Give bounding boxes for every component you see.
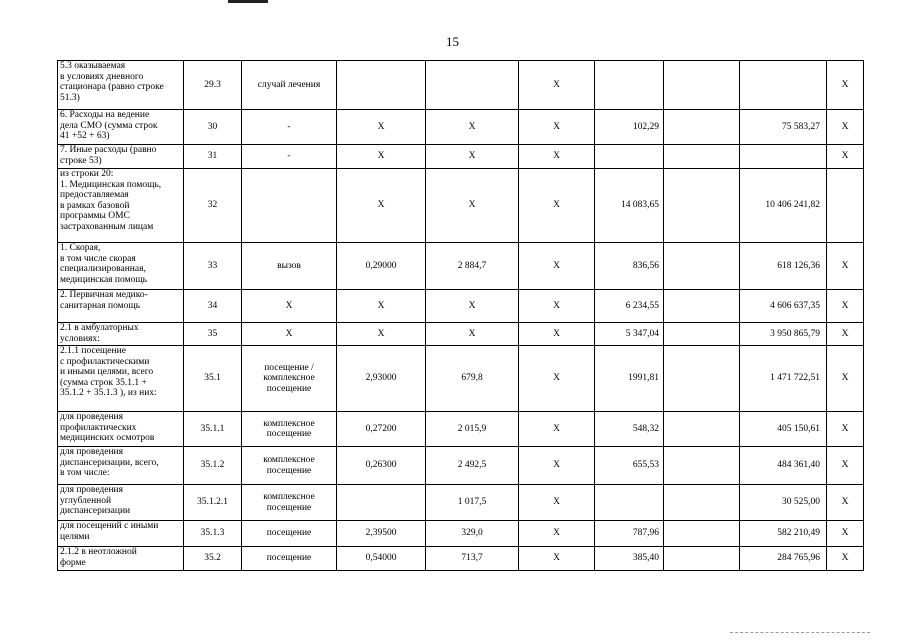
table-row xyxy=(58,323,864,346)
table-cell: 836,56 xyxy=(595,243,664,290)
table-cell: 385,40 xyxy=(595,547,664,571)
table-row xyxy=(58,290,864,323)
table-cell: X xyxy=(827,547,864,571)
table-cell: X xyxy=(827,290,864,323)
table-cell: X xyxy=(827,61,864,110)
table-cell: 35.1 xyxy=(184,346,242,412)
table-cell: 679,8 xyxy=(426,346,519,412)
table-cell: X xyxy=(827,485,864,521)
table-cell: - xyxy=(242,110,337,145)
table-cell: X xyxy=(827,521,864,547)
table-cell: 35.1.2.1 xyxy=(184,485,242,521)
table-cell: 35.1.3 xyxy=(184,521,242,547)
table-cell: X xyxy=(519,485,595,521)
table-cell xyxy=(664,145,740,169)
table-cell: X xyxy=(827,412,864,447)
table-cell: X xyxy=(827,447,864,485)
table-cell: 2 884,7 xyxy=(426,243,519,290)
table-cell: 2,93000 xyxy=(337,346,426,412)
table-cell: X xyxy=(242,323,337,346)
table-cell xyxy=(664,346,740,412)
table-cell xyxy=(595,61,664,110)
table-cell xyxy=(664,110,740,145)
table-cell: 787,96 xyxy=(595,521,664,547)
table-cell xyxy=(664,412,740,447)
table-cell xyxy=(664,61,740,110)
table-cell: 35.2 xyxy=(184,547,242,571)
table-cell: 713,7 xyxy=(426,547,519,571)
table-cell: 2.1 в амбулаторных условиях: xyxy=(58,323,184,346)
table-cell: 35 xyxy=(184,323,242,346)
table-cell: 329,0 xyxy=(426,521,519,547)
table-cell xyxy=(664,169,740,243)
table-row xyxy=(58,169,864,243)
table-cell: X xyxy=(426,323,519,346)
table-cell: 2 015,9 xyxy=(426,412,519,447)
table-cell: 35.1.2 xyxy=(184,447,242,485)
table-cell: X xyxy=(337,169,426,243)
table-cell xyxy=(595,145,664,169)
table-cell: 2,39500 xyxy=(337,521,426,547)
table-cell: 34 xyxy=(184,290,242,323)
table-cell: X xyxy=(519,521,595,547)
table-cell: 0,54000 xyxy=(337,547,426,571)
table-cell: для посещений с иными целями xyxy=(58,521,184,547)
table-cell: 0,29000 xyxy=(337,243,426,290)
table-cell: X xyxy=(519,412,595,447)
table-cell: X xyxy=(519,346,595,412)
table-cell: для проведения диспансеризации, всего, в том числе: xyxy=(58,447,184,485)
table-cell: 30 525,00 xyxy=(740,485,827,521)
table-row xyxy=(58,521,864,547)
table-cell: комплексное посещение xyxy=(242,447,337,485)
table-cell: X xyxy=(519,547,595,571)
table-cell: 582 210,49 xyxy=(740,521,827,547)
table-cell: X xyxy=(519,61,595,110)
table-cell: 33 xyxy=(184,243,242,290)
table-cell xyxy=(664,547,740,571)
table-cell: 405 150,61 xyxy=(740,412,827,447)
table-cell: 5.3 оказываемая в условиях дневного стационара (равно строке 51.3) xyxy=(58,61,184,110)
table-cell: 75 583,27 xyxy=(740,110,827,145)
table-row xyxy=(58,110,864,145)
table-cell: 31 xyxy=(184,145,242,169)
table-row xyxy=(58,243,864,290)
table-cell: 548,32 xyxy=(595,412,664,447)
table-cell: для проведения углубленной диспансеризации xyxy=(58,485,184,521)
data-table xyxy=(57,60,864,571)
table-cell: X xyxy=(519,447,595,485)
table-cell: X xyxy=(426,110,519,145)
table-cell: 10 406 241,82 xyxy=(740,169,827,243)
table-cell: 1 017,5 xyxy=(426,485,519,521)
table-cell: 35.1.1 xyxy=(184,412,242,447)
table-cell: X xyxy=(827,110,864,145)
table-cell: 1 471 722,51 xyxy=(740,346,827,412)
table-cell: 484 361,40 xyxy=(740,447,827,485)
table-row xyxy=(58,547,864,571)
table-cell xyxy=(740,61,827,110)
table-cell xyxy=(827,169,864,243)
table-cell: 6. Расходы на ведение дела СМО (сумма строк 41 +52 + 63) xyxy=(58,110,184,145)
table-row xyxy=(58,145,864,169)
table-cell: X xyxy=(827,243,864,290)
table-cell: посещение xyxy=(242,547,337,571)
table-cell: X xyxy=(242,290,337,323)
table-cell xyxy=(664,447,740,485)
table-cell xyxy=(664,243,740,290)
table-cell: 2.1.1 посещение с профилактическими и иными целями, всего (сумма строк 35.1.1 + 35.1.2 + 35.1.3 ), из них: xyxy=(58,346,184,412)
header-mark xyxy=(228,0,268,3)
table-cell: X xyxy=(827,145,864,169)
table-cell xyxy=(664,521,740,547)
table-cell xyxy=(426,61,519,110)
table-cell: X xyxy=(337,145,426,169)
table-cell: 30 xyxy=(184,110,242,145)
table-cell: X xyxy=(519,110,595,145)
table-cell xyxy=(337,485,426,521)
table-cell: 4 606 637,35 xyxy=(740,290,827,323)
table-cell xyxy=(740,145,827,169)
table-cell: комплексное посещение xyxy=(242,412,337,447)
table-cell: X xyxy=(519,290,595,323)
table-cell: X xyxy=(827,323,864,346)
table-cell: X xyxy=(426,169,519,243)
table-cell: X xyxy=(337,323,426,346)
table-cell: посещение xyxy=(242,521,337,547)
table-cell: 0,27200 xyxy=(337,412,426,447)
table-cell: 1991,81 xyxy=(595,346,664,412)
table-cell: X xyxy=(337,290,426,323)
table-cell: 3 950 865,79 xyxy=(740,323,827,346)
table-cell: 2. Первичная медико- санитарная помощь xyxy=(58,290,184,323)
table-row xyxy=(58,485,864,521)
table-cell: посещение / комплексное посещение xyxy=(242,346,337,412)
table-cell: из строки 20: 1. Медицинская помощь, предоставляемая в рамках базовой программы ОМС застрахованным лицам xyxy=(58,169,184,243)
table-row xyxy=(58,412,864,447)
table-cell: 5 347,04 xyxy=(595,323,664,346)
table-cell: 0,26300 xyxy=(337,447,426,485)
table-cell: 29.3 xyxy=(184,61,242,110)
table-cell: 284 765,96 xyxy=(740,547,827,571)
table-cell: 32 xyxy=(184,169,242,243)
table-cell: X xyxy=(337,110,426,145)
table-cell xyxy=(664,485,740,521)
page-number: 15 xyxy=(446,34,459,49)
table-row xyxy=(58,61,864,110)
table-cell: вызов xyxy=(242,243,337,290)
table-row xyxy=(58,447,864,485)
table-cell: 1. Скорая, в том числе скорая специализированная, медицинская помощь xyxy=(58,243,184,290)
table-cell: X xyxy=(426,290,519,323)
table-cell: X xyxy=(519,243,595,290)
table-cell: 6 234,55 xyxy=(595,290,664,323)
table-cell: X xyxy=(519,145,595,169)
table-cell: 2.1.2 в неотложной форме xyxy=(58,547,184,571)
table-cell: 102,29 xyxy=(595,110,664,145)
table-cell: X xyxy=(519,323,595,346)
table-cell: 7. Иные расходы (равно строке 53) xyxy=(58,145,184,169)
table-cell: случай лечения xyxy=(242,61,337,110)
table-cell: - xyxy=(242,145,337,169)
table-cell: X xyxy=(827,346,864,412)
table-cell xyxy=(337,61,426,110)
table-cell: X xyxy=(426,145,519,169)
table-cell: комплексное посещение xyxy=(242,485,337,521)
table-row xyxy=(58,346,864,412)
table-cell: 618 126,36 xyxy=(740,243,827,290)
table-cell xyxy=(242,169,337,243)
table-cell: 14 083,65 xyxy=(595,169,664,243)
table-cell: X xyxy=(519,169,595,243)
table-cell: 655,53 xyxy=(595,447,664,485)
table-cell: 2 492,5 xyxy=(426,447,519,485)
table-cell xyxy=(664,290,740,323)
table-cell xyxy=(595,485,664,521)
table-cell xyxy=(664,323,740,346)
table-cell: для проведения профилактических медицинских осмотров xyxy=(58,412,184,447)
footer-mark xyxy=(730,632,870,635)
